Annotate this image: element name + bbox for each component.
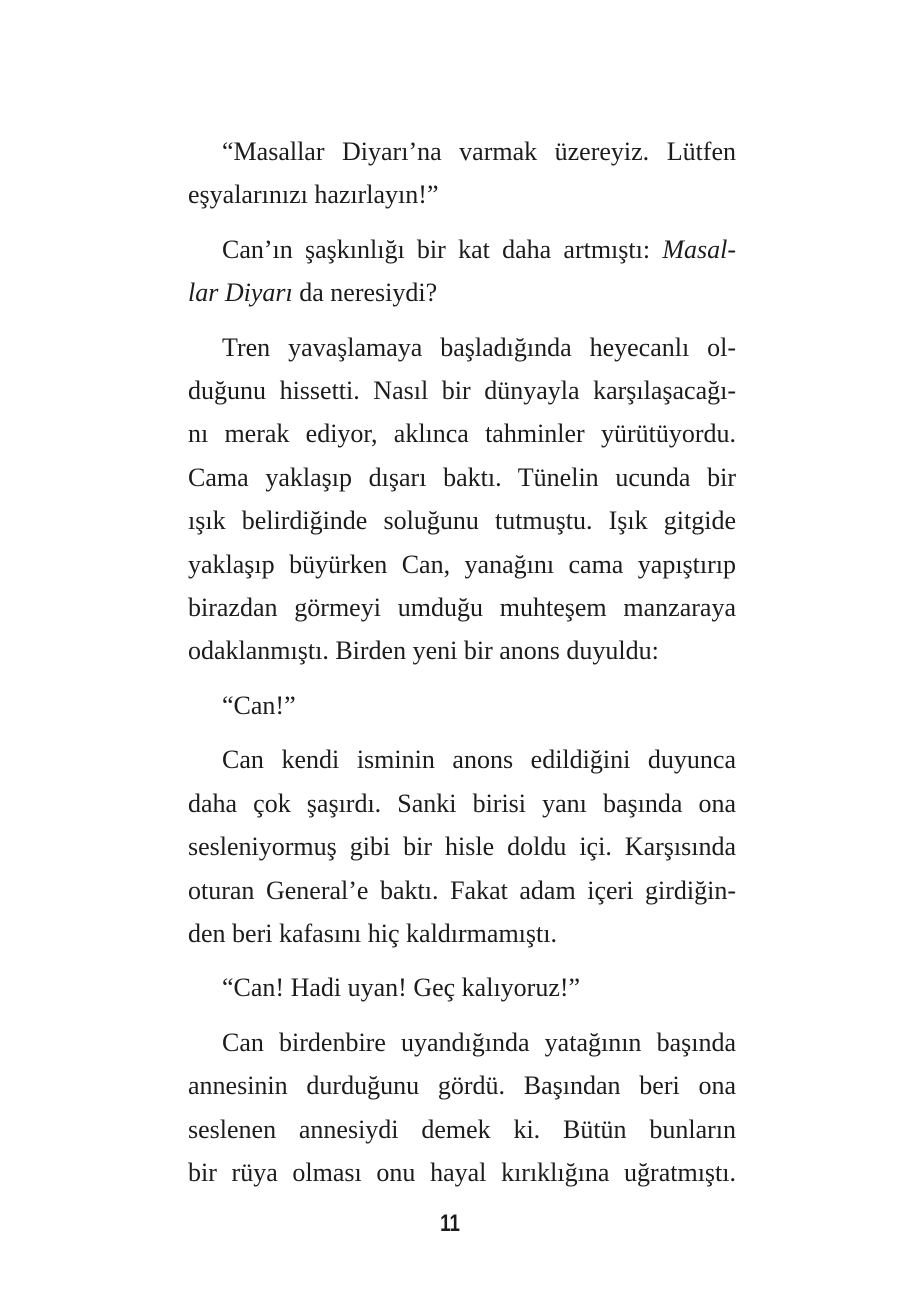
text-line: sesleniyormuş gibi bir hisle doldu içi. Karşısında — [188, 832, 736, 862]
text-line: duğunu hissetti. Nasıl bir dünyayla karşılaşacağı- — [188, 376, 736, 406]
paragraph-surprise — [188, 228, 736, 315]
text-line — [188, 228, 736, 271]
text-line: “Can! Hadi uyan! Geç kalıyoruz!” — [222, 973, 581, 1003]
page-number: 11 — [440, 1210, 460, 1237]
paragraph-announcement — [188, 130, 736, 217]
text-line: den beri kafasını hiç kaldırmamıştı. — [188, 918, 557, 948]
paragraph-call — [188, 684, 736, 727]
text-line: “Can!” — [222, 690, 296, 720]
text-line: ışık belirdiğinde soluğunu tutmuştu. Işık gitgide — [188, 506, 736, 536]
text-line: “Masallar Diyarı’na varmak üzereyiz. Lütfen — [222, 137, 736, 166]
text-line: bir rüya olması onu hayal kırıklığına uğratmıştı. — [188, 1157, 736, 1187]
text-line: oturan General’e baktı. Fakat adam içeri girdiğin- — [188, 875, 736, 905]
text-line — [188, 271, 736, 314]
paragraph-name-announced — [188, 738, 736, 955]
text-line: Can birdenbire uyandığında yatağının başında — [222, 1027, 736, 1057]
page-body — [188, 130, 736, 1205]
text-line: Cama yaklaşıp dışarı baktı. Tünelin ucunda bir — [188, 462, 736, 492]
text-line: Can kendi isminin anons edildiğini duyunca — [222, 745, 736, 775]
text-line: birazdan görmeyi umduğu muhteşem manzaraya — [188, 593, 736, 623]
text-line: yaklaşıp büyürken Can, yanağını cama yapıştırıp — [188, 549, 736, 579]
paragraph-awakening — [188, 1021, 736, 1195]
text-line: seslenen annesiydi demek ki. Bütün bunların — [188, 1114, 736, 1144]
text-line: Tren yavaşlamaya başladığında heyecanlı ol- — [222, 332, 736, 362]
paragraph-wake-call — [188, 966, 736, 1009]
text-line: eşyalarınızı hazırlayın!” — [188, 180, 439, 210]
text-line: annesinin durduğunu gördü. Başından beri ona — [188, 1071, 736, 1101]
text-segment: Can’ın şaşkınlığı bir kat daha artmıştı: — [222, 234, 663, 264]
text-segment: da neresiydi? — [299, 278, 438, 308]
text-line: daha çok şaşırdı. Sanki birisi yanı başında ona — [188, 788, 736, 818]
text-line: odaklanmıştı. Birden yeni bir anons duyuldu: — [188, 636, 659, 666]
text-line: nı merak ediyor, aklınca tahminler yürütüyordu. — [188, 419, 736, 449]
paragraph-train — [188, 326, 736, 673]
italic-place-name: lar Diyarı — [188, 278, 293, 308]
italic-place-name: Masal- — [662, 234, 736, 264]
